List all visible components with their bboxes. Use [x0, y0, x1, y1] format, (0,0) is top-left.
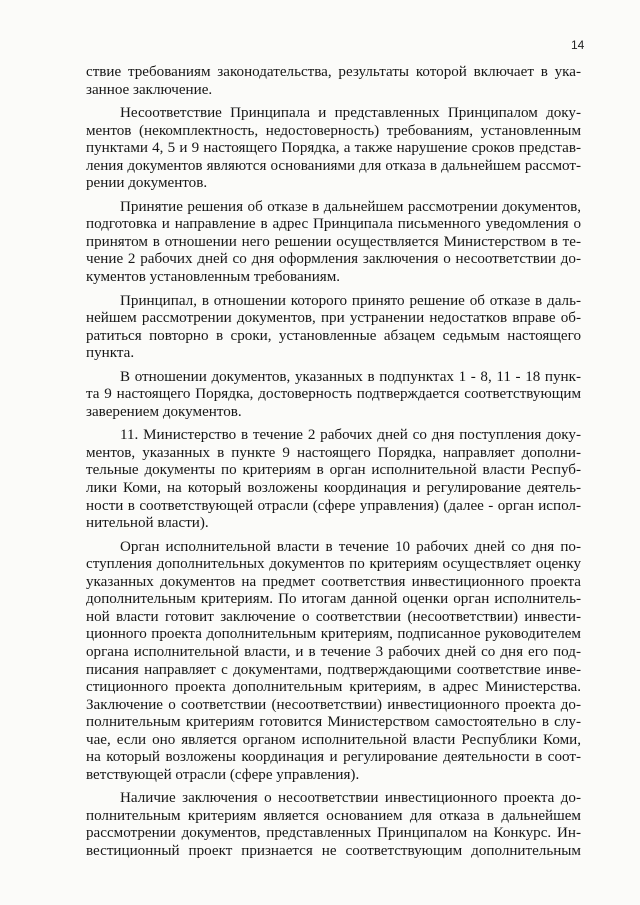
text-line: ционного проекта дополнительным критериям, подписанное руководителем: [86, 626, 581, 643]
text-line: 11. Министерство в течение 2 рабочих дней со дня поступления доку-: [120, 427, 581, 444]
text-line: дополнительным критериям. По итогам данной оценки орган исполнитель-: [86, 591, 581, 608]
text-line: Заключение о соответствии (несоответствии) инвестиционного проекта до-: [86, 696, 581, 713]
text-line: ступления дополнительных документов по критериям осуществляет оценку: [86, 556, 581, 573]
text-line: та 9 настоящего Порядка, достоверность подтверждается соответствующим: [86, 386, 581, 403]
text-line: полнительным критериям готовится Министерством самостоятельно в слу-: [86, 714, 581, 731]
text-line: ствие требованиям законодательства, результаты которой включает в ука-: [86, 64, 581, 80]
text-line: занное заключение.: [86, 81, 213, 98]
text-line: нительной власти).: [86, 515, 209, 532]
text-line: Принципал, в отношении которого принято решение об отказе в даль-: [120, 292, 581, 309]
text-line: рении документов.: [86, 175, 208, 192]
text-line: пунктами 4, 5 и 9 настоящего Порядка, а также нарушение сроков представ-: [86, 140, 581, 157]
text-line: чение 2 рабочих дней со дня оформления заключения о несоответствии до-: [86, 251, 581, 268]
text-line: указанных документов на предмет соответствия инвестиционного проекта: [86, 573, 581, 590]
text-line: ной власти готовит заключение о соответствии (несоответствии) инвести-: [86, 608, 581, 625]
paragraph: [86, 105, 581, 193]
text-line: полнительным критериям является основанием для отказа в дальнейшем: [86, 807, 581, 824]
text-line: писания направляет с документами, подтверждающими соответствие инве-: [86, 661, 581, 678]
text-line: пункта.: [86, 345, 135, 362]
text-line: ратиться повторно в сроки, установленные абзацем седьмым настоящего: [86, 327, 581, 344]
text-line: лики Коми, на который возложены координация и регулирование деятель-: [86, 480, 581, 497]
text-line: принятом в отношении него решении осуществляется Министерством в те-: [86, 233, 581, 250]
text-line: на который возложены координация и регулирование деятельности в соот-: [86, 749, 581, 766]
paragraph: [86, 64, 581, 99]
paragraph: [86, 539, 581, 785]
text-line: тельные документы по критериям в орган исполнительной власти Респуб-: [86, 462, 581, 479]
paragraph: [86, 199, 581, 287]
paragraph: [86, 369, 581, 422]
text-line: чае, если оно является органом исполнительной власти Республики Коми,: [86, 731, 581, 748]
paragraph: [86, 293, 581, 363]
text-line: Наличие заключения о несоответствии инвестиционного проекта до-: [120, 790, 581, 807]
page-number: 14: [571, 38, 585, 52]
text-line: стиционного проекта дополнительным критериям, в адрес Министерства.: [86, 679, 581, 696]
paragraph: [86, 427, 581, 532]
text-line: заверением документов.: [86, 403, 242, 420]
text-line: Несоответствие Принципала и представленных Принципалом доку-: [120, 105, 581, 122]
text-line: рассмотрении документов, представленных Принципалом на Конкурс. Ин-: [86, 825, 581, 842]
paragraph: [86, 790, 581, 860]
text-line: ветствующей отрасли (сфере управления).: [86, 766, 360, 783]
text-line: органа исполнительной власти, и в течение 3 рабочих дней со дня его под-: [86, 643, 581, 660]
text-line: ности в соответствующей отрасли (сфере управления) (далее - орган испол-: [86, 497, 581, 514]
text-line: подготовка и направление в адрес Принципала письменного уведомления о: [86, 216, 581, 233]
text-line: Орган исполнительной власти в течение 10 рабочих дней со дня по-: [120, 538, 581, 555]
document-body: [86, 64, 581, 861]
text-line: ментов, указанных в пункте 9 настоящего Порядка, направляет дополни-: [86, 444, 581, 461]
text-line: ления документов являются основаниями для отказа в дальнейшем рассмот-: [86, 157, 581, 174]
text-line: вестиционный проект признается не соответствующим дополнительным: [86, 842, 581, 859]
text-line: нейшем рассмотрении документов, при устранении недостатков вправе об-: [86, 310, 581, 327]
text-line: Принятие решения об отказе в дальнейшем рассмотрении документов,: [120, 198, 581, 215]
text-line: В отношении документов, указанных в подпунктах 1 - 8, 11 - 18 пунк-: [120, 368, 581, 385]
text-line: кументов установленным требованиям.: [86, 269, 341, 286]
text-line: ментов (некомплектность, недостоверность) требованиям, установленным: [86, 122, 581, 139]
